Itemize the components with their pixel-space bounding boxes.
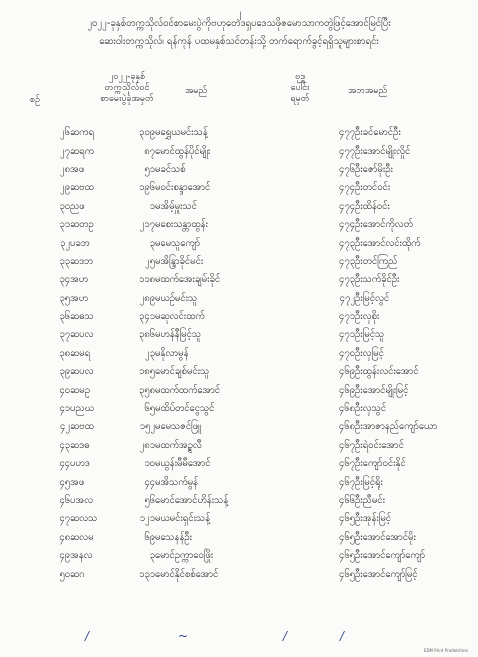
table-row <box>0 308 478 326</box>
student-name: မောင်ထွန်ပိုင်မျိုး <box>155 145 211 157</box>
row-number: ၃၃ <box>59 255 70 267</box>
father-name: ဦးအောင်အောင်မိုး <box>355 531 416 543</box>
exam-code: ဆပလ <box>70 366 94 378</box>
father-name: ဦးလှသွင် <box>355 403 387 415</box>
total-marks: ၄၆၉ <box>338 384 355 396</box>
exam-code: ညဖ <box>70 200 85 212</box>
father-name: ဦးတင်ဝင်း <box>355 182 391 194</box>
student-name: မစေးသန္တာထွန်း <box>155 219 208 231</box>
total-marks: ၄၆၅ <box>338 513 355 525</box>
table-row <box>0 529 478 547</box>
father-name: ဦးမြင့်လွင် <box>355 292 390 304</box>
exam-number: ၆၅ <box>144 403 155 415</box>
exam-number: ၁၂၁ <box>139 513 155 525</box>
father-name: ဦးမြင့်ရိုး <box>355 476 383 488</box>
exam-number: ၁၈၅ <box>138 366 155 378</box>
print-footer: EDM Print Pradelshine <box>423 648 468 653</box>
row-number: ၄၉ <box>59 550 70 562</box>
exam-number: ၂၃ <box>144 347 155 359</box>
header-roll <box>280 72 320 105</box>
father-name: ဦးအာဇာနည်ကျော်ယော <box>355 421 438 433</box>
signature-ticks <box>0 629 478 649</box>
father-name: ဦးခင်မောင်ဦး <box>355 127 401 139</box>
father-name: ဦးလှမြင့် <box>355 347 384 359</box>
row-number: ၄၀ <box>59 384 70 396</box>
header-no: စဉ် <box>30 95 41 105</box>
student-name: မဆုလင်းထက် <box>155 311 205 323</box>
exam-code: ဆဗထ <box>70 182 94 194</box>
exam-code: အဟ <box>70 292 89 304</box>
exam-code: ဆလမ <box>70 531 94 543</box>
total-marks: ၄၇၃ <box>338 237 355 249</box>
exam-number: ၁၀ <box>144 458 155 470</box>
table-row <box>0 400 478 418</box>
total-marks: ၄၆၈ <box>338 403 355 415</box>
header-exam-no-line-2: တက္ကသိုလ်ဝင် <box>104 83 150 93</box>
exam-number: ၃၀၉ <box>138 127 155 139</box>
row-number: ၄၁ <box>59 403 70 415</box>
student-name: မခင်သစ် <box>155 163 186 175</box>
exam-number: ၂၈၉ <box>139 292 155 304</box>
student-name: မမေသဇင်ဖြူ <box>155 421 201 433</box>
exam-code: ဆမရ <box>70 347 91 359</box>
exam-code: ဆလသ <box>70 513 98 525</box>
header-roll-line-1: ဗုဒ္ဓ <box>295 72 305 82</box>
exam-number: ၂၈၁ <box>139 439 155 451</box>
document-title-line-1: ၂၀၂၂-ခုနှစ်တက္ကသိုလ်ဝင်စာမေးပွဲကိုဗဟုတေဒရှပဒေသဖိုဇမောသာကတွဲဖြင့်အောင်မြင်ပြီး <box>87 18 391 29</box>
exam-code: ဆရက <box>70 145 94 157</box>
father-name: ဦးတင်ကြည် <box>355 255 398 267</box>
student-name: မယမင်းရှင်းသန့် <box>155 513 210 525</box>
tick-mark: / <box>340 629 345 643</box>
exam-number: ၂၁၇ <box>139 219 155 231</box>
father-name: ဦးထိန်ဝင်း <box>355 200 390 212</box>
table-row <box>0 142 478 160</box>
table-row <box>0 271 478 289</box>
row-number: ၃၅ <box>59 292 70 304</box>
row-number: ၄၅ <box>59 476 70 488</box>
exam-code: ဆဒဘ <box>70 255 94 267</box>
total-marks: ၄၆၅ <box>338 568 355 580</box>
exam-number: ၁၉၆ <box>138 182 155 194</box>
total-marks: ၄၆၅ <box>338 550 355 562</box>
table-row <box>0 216 478 234</box>
student-name: မအိသက်မွန် <box>155 476 198 488</box>
table-row <box>0 161 478 179</box>
total-marks: ၄၇၆ <box>338 163 355 175</box>
total-marks: ၄၆၇ <box>338 439 355 451</box>
student-name: မောင်ချစ်မင်းသူ <box>155 366 210 378</box>
student-name: မယဉ်မင်းသူ <box>155 292 198 304</box>
header-name: အမည် <box>185 86 208 96</box>
results-table <box>0 124 478 584</box>
father-name: ဦးအောင်ကိုလတ် <box>355 219 413 231</box>
exam-number: ၃၄၁ <box>138 311 155 323</box>
student-name: မသေနန်ဦး <box>155 531 192 543</box>
total-marks: ၄၆၇ <box>338 458 355 470</box>
table-row <box>0 492 478 510</box>
exam-number: ၃ <box>149 550 155 562</box>
student-name: မောင်နိုင်စစ်အောင် <box>155 568 219 580</box>
exam-code: ပခဘ <box>70 237 90 249</box>
row-number: ၂၉ <box>59 182 70 194</box>
exam-number: ၃၈၆ <box>138 329 155 341</box>
father-name: ဦးရဲဝင်းအောင် <box>355 439 404 451</box>
student-name: မအိမ့်မှူးသင် <box>155 200 197 212</box>
exam-code: ဆပလ <box>70 329 94 341</box>
father-name: ဦးဇော်မိုးဦး <box>355 163 393 175</box>
exam-number: ၄၄ <box>144 476 155 488</box>
header-father: အဘအမည် <box>348 86 388 96</box>
row-number: ၃၂ <box>59 237 70 249</box>
total-marks: ၄၇၇ <box>338 127 355 139</box>
tick-mark: ~ <box>178 629 189 643</box>
row-number: ၄၃ <box>59 439 70 451</box>
table-row <box>0 253 478 271</box>
student-name: မထက်အေးချမ်းခိုင် <box>155 274 221 286</box>
father-name: ဦးအောင်မျိုးမြင့် <box>355 384 409 396</box>
total-marks: ၄၇၁ <box>338 329 355 341</box>
total-marks: ၄၆၈ <box>338 421 355 433</box>
row-number: ၃၇ <box>59 329 70 341</box>
student-name: မဟန်နီမြင့်သူ <box>155 329 202 341</box>
father-name: ဦးအောင်မျိုးလှိုင် <box>355 145 411 157</box>
exam-number: ၃ <box>149 237 155 249</box>
row-number: ၃၀ <box>59 200 70 212</box>
exam-number: ၅၆ <box>144 495 155 506</box>
total-marks: ၄၇၀ <box>338 347 355 359</box>
exam-number: ၈၇ <box>144 145 155 157</box>
exam-code: ဆဂ <box>70 568 85 580</box>
total-marks: ၄၇၇ <box>338 145 355 157</box>
header-exam-no-line-1: ၂၀၂၂-ခုနှစ် <box>108 72 146 82</box>
table-row <box>0 198 478 216</box>
student-name: မထက်ထက်အောင် <box>155 384 221 396</box>
father-name: ဦးညီမင်း <box>355 495 385 506</box>
student-name: မအိန္ဒြာခိုင်မင်း <box>155 255 204 267</box>
exam-code: ပဟဒ <box>70 458 90 470</box>
exam-code: ပညဃ <box>70 403 94 415</box>
student-name: မထက်အဥ္စလီ <box>155 439 202 451</box>
table-row <box>0 473 478 491</box>
exam-number: ၁ <box>149 200 155 212</box>
father-name: ဦးမြင့်သူ <box>355 329 385 341</box>
table-row <box>0 547 478 565</box>
row-number: ၄၂ <box>59 421 70 433</box>
table-row <box>0 326 478 344</box>
total-marks: ၄၇၄ <box>338 182 355 194</box>
table-row <box>0 234 478 252</box>
exam-code: ပအလ <box>70 495 94 506</box>
student-name: မဝင်းစန္ဒာအောင် <box>155 182 211 194</box>
exam-code: ဆတဥ <box>70 219 94 231</box>
page-number: ၂ <box>236 8 242 19</box>
row-number: ၅၀ <box>59 568 70 580</box>
table-row <box>0 437 478 455</box>
row-number: ၃၆ <box>59 311 70 323</box>
row-number: ၂၆ <box>59 127 70 139</box>
table-row <box>0 510 478 528</box>
exam-code: အဖ <box>70 476 85 488</box>
exam-code: ဆကရ <box>70 127 94 139</box>
father-name: ဦးထွန်းလင်းအောင် <box>355 366 419 378</box>
table-row <box>0 345 478 363</box>
father-name: ဦးအောင်ကျော်မြင့် <box>355 568 418 580</box>
total-marks: ၄၆၇ <box>338 476 355 488</box>
exam-code: အနလ <box>70 550 93 562</box>
row-number: ၃၄ <box>59 274 70 286</box>
father-name: ဦးလှစိုး <box>355 311 380 323</box>
student-name: မရွှေယမင်းသန့် <box>155 127 208 139</box>
student-name: မယွန်းမီမီအောင် <box>155 458 211 470</box>
father-name: ဦးအောင်ကျော်ကျော် <box>355 550 426 562</box>
exam-number: ၆၉ <box>144 531 155 543</box>
exam-number: ၅၁ <box>144 163 155 175</box>
exam-code: အဟ <box>70 274 89 286</box>
total-marks: ၄၇၄ <box>338 200 355 212</box>
total-marks: ၄၆၅ <box>338 531 355 543</box>
table-row <box>0 179 478 197</box>
father-name: ဦးသက်ခိုင်ဦး <box>355 274 400 286</box>
row-number: ၂၇ <box>59 145 70 157</box>
table-row <box>0 565 478 583</box>
exam-number: ၁၅၂ <box>139 421 155 433</box>
father-name: ဦးကျော်ဝင်းနိုင် <box>355 458 406 470</box>
table-row <box>0 418 478 436</box>
row-number: ၄၇ <box>59 513 70 525</box>
header-roll-line-3: ရမှတ် <box>290 94 310 104</box>
exam-number: ၃၅၈ <box>138 384 155 396</box>
tick-mark: / <box>85 629 90 643</box>
total-marks: ၄၆၆ <box>338 495 355 506</box>
exam-number: ၁၃၁ <box>138 568 155 580</box>
total-marks: ၄၇၄ <box>338 219 355 231</box>
table-row <box>0 381 478 399</box>
total-marks: ၄၇၂ <box>339 292 355 304</box>
exam-number: ၂၅ <box>144 255 155 267</box>
total-marks: ၄၇၁ <box>338 311 355 323</box>
total-marks: ၄၇၃ <box>338 255 355 267</box>
header-exam-no-line-3: စာမေးပွဲခုံအမှတ် <box>100 94 154 104</box>
row-number: ၂၈ <box>59 163 70 175</box>
row-number: ၃၉ <box>59 366 70 378</box>
exam-code: ဆဒဓ <box>70 439 90 451</box>
document-title-line-2: ဆေးဝါးတက္ကသိုလ်၊ ရန်ကုန် ပထမနှစ်သင်တန်းသို့ တက်ရောက်ခွင့်ရရှိသူများစာရင်း <box>99 36 379 47</box>
student-name: မမေသူကျော် <box>155 237 201 249</box>
student-name: မောင်ဥက္ကာဝေဖြိုး <box>155 550 214 562</box>
table-row <box>0 290 478 308</box>
exam-code: ဆဗထ <box>70 421 94 433</box>
total-marks: ၄၆၉ <box>338 366 355 378</box>
student-name: မထိပ်တင်ငွေသွင် <box>155 403 215 415</box>
exam-code: ဆမဥ <box>70 384 90 396</box>
row-number: ၃၈ <box>59 347 70 359</box>
father-name: ဦးအုန်းမြင့် <box>355 513 392 525</box>
header-roll-line-2: ပေါင်း <box>290 83 310 93</box>
exam-code: ဆဓသ <box>70 311 94 323</box>
row-number: ၄၄ <box>59 458 70 470</box>
table-row <box>0 363 478 381</box>
exam-number: ၁၁၈ <box>138 274 155 286</box>
exam-code: အဖ <box>70 163 85 175</box>
total-marks: ၄၇၃ <box>338 274 355 286</box>
father-name: ဦးအောင်လင်းထိုက် <box>355 237 421 249</box>
row-number: ၃၁ <box>59 219 70 231</box>
header-exam-no <box>82 72 172 105</box>
table-row <box>0 455 478 473</box>
student-name: မနိုလာမွန် <box>155 347 189 359</box>
tick-mark: / <box>283 629 288 643</box>
row-number: ၄၆ <box>59 495 70 506</box>
row-number: ၄၈ <box>59 531 70 543</box>
student-name: မောင်အောင်ဟိန်းသန့် <box>155 495 229 506</box>
table-row <box>0 124 478 142</box>
